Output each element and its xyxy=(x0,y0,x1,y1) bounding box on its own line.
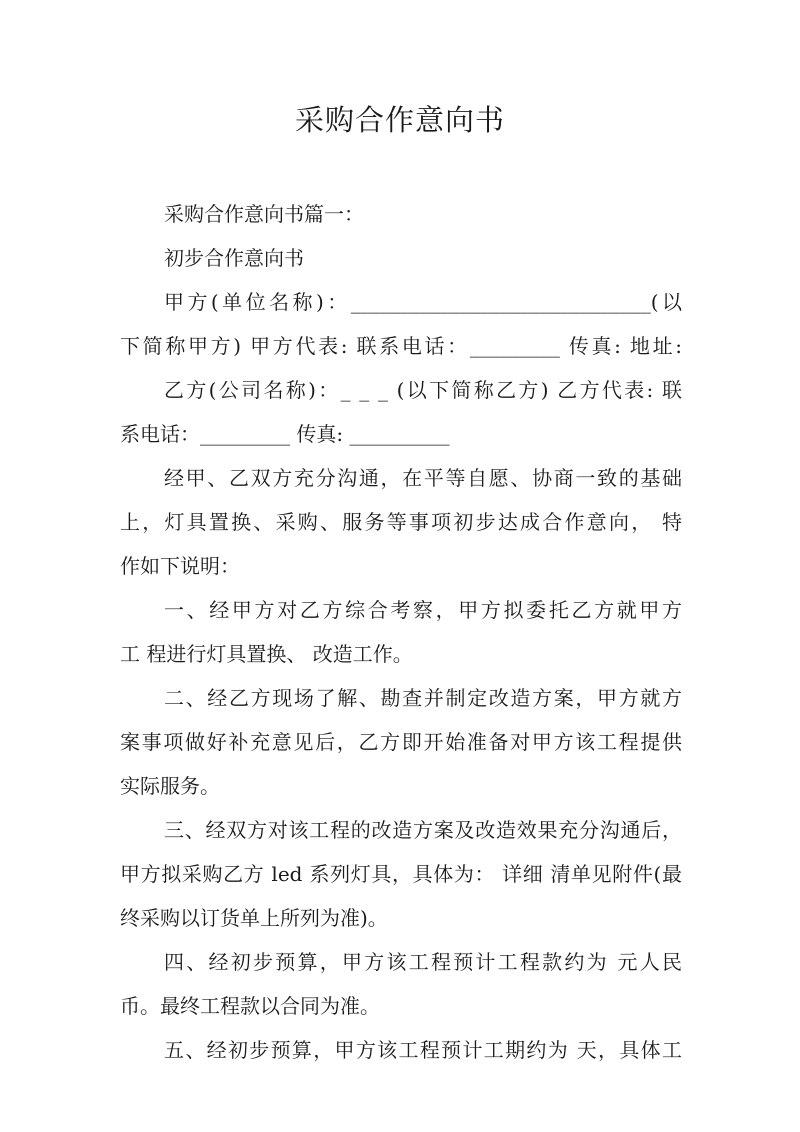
clause-2-line-2: 案事项做好补充意见后，乙方即开始准备对甲方该工程提供 xyxy=(120,730,682,754)
intro-paragraph-line-3: 作如下说明： xyxy=(120,554,240,578)
party-b-line-1: 乙方(公司名称)：_ _ _ (以下简称乙方) 乙方代表: 联 xyxy=(164,378,682,402)
clause-5-line-1: 五、经初步预算，甲方该工程预计工期约为 天，具体工 xyxy=(164,1038,682,1062)
clause-2-line-3: 实际服务。 xyxy=(120,774,220,798)
section-heading: 采购合作意向书篇一： xyxy=(164,202,364,226)
clause-2-line-1: 二、经乙方现场了解、勘查并制定改造方案，甲方就方 xyxy=(164,686,682,710)
party-a-line-2: 下简称甲方) 甲方代表: 联系电话：_________ 传真: 地址: xyxy=(120,334,682,358)
clause-1-line-2: 工 程进行灯具置换、 改造工作。 xyxy=(120,642,413,666)
clause-3-line-1: 三、经双方对该工程的改造方案及改造效果充分沟通后， xyxy=(164,818,682,842)
party-b-line-2: 系电话：_________ 传真: __________ xyxy=(120,422,450,446)
intro-paragraph-line-2: 上，灯具置换、采购、服务等事项初步达成合作意向， 特 xyxy=(120,510,682,534)
clause-3-line-3: 终采购以订货单上所列为准)。 xyxy=(120,906,388,930)
intro-paragraph-line-1: 经甲、乙双方充分沟通，在平等自愿、协商一致的基础 xyxy=(164,466,682,490)
clause-4-line-2: 币。最终工程款以合同为准。 xyxy=(120,994,380,1018)
clause-4-line-1: 四、经初步预算，甲方该工程预计工程款约为 元人民 xyxy=(164,950,682,974)
page-title: 采购合作意向书 xyxy=(294,103,505,137)
subtitle: 初步合作意向书 xyxy=(164,246,304,270)
clause-3-line-2: 甲方拟采购乙方 led 系列灯具，具体为： 详细 清单见附件(最 xyxy=(120,862,682,886)
clause-1-line-1: 一、经甲方对乙方综合考察，甲方拟委托乙方就甲方 xyxy=(164,598,682,622)
party-a-line-1: 甲方(单位名称)：______________________________(以 xyxy=(164,290,682,314)
